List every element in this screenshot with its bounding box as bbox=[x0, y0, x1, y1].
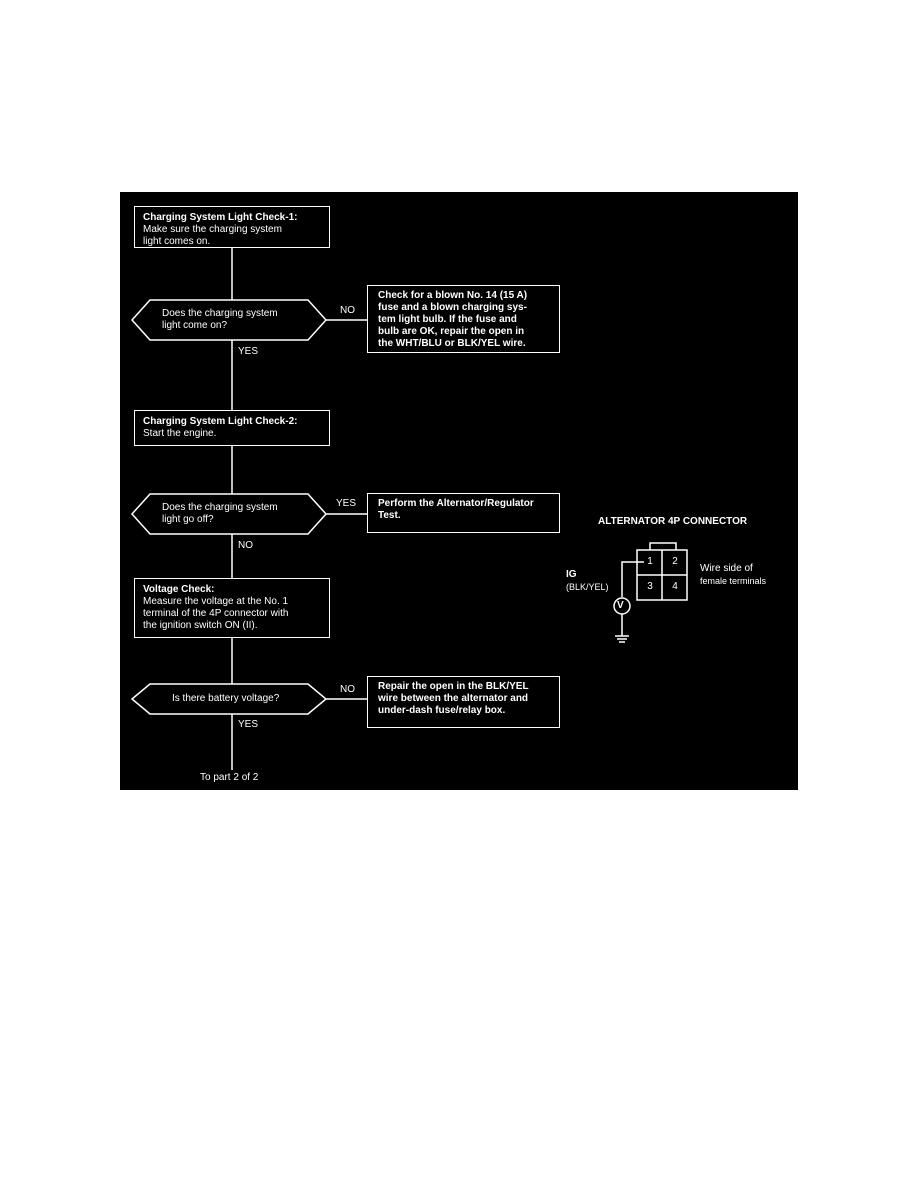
check3-box bbox=[134, 578, 330, 638]
check1-heading: Charging System Light Check-1: bbox=[143, 212, 298, 223]
footer-to-part-2: To part 2 of 2 bbox=[200, 772, 259, 783]
flowchart-panel bbox=[120, 192, 798, 790]
voltmeter-icon: V bbox=[617, 600, 624, 611]
check3-heading: Voltage Check: bbox=[143, 584, 215, 595]
action2-box bbox=[367, 493, 560, 533]
question1-yes-label: YES bbox=[238, 346, 259, 357]
connector-pin-2: 2 bbox=[672, 556, 678, 567]
connector-title: ALTERNATOR 4P CONNECTOR bbox=[598, 516, 748, 527]
question2-no-label: NO bbox=[238, 540, 253, 551]
female-terminals-label: female terminals bbox=[700, 576, 767, 586]
question2-text: Does the charging system light go off? bbox=[162, 502, 278, 525]
action1-box bbox=[367, 285, 560, 353]
wire-side-label: Wire side of bbox=[700, 563, 753, 574]
connector-pin-4: 4 bbox=[672, 581, 678, 592]
question3-text: Is there battery voltage? bbox=[172, 693, 280, 704]
check3-text: Measure the voltage at the No. 1 terminal of the 4P connector with the ignition switch ON (II). bbox=[143, 596, 289, 631]
action1-text: Check for a blown No. 14 (15 A) fuse and a blown charging sys- tem light bulb. If the fuse and bulb are OK, repair the open in the WHT/BLU or BLK/YEL wire. bbox=[378, 290, 528, 349]
ig-label: IG bbox=[566, 569, 577, 580]
question3-no-label: NO bbox=[340, 684, 355, 695]
question1-no-label: NO bbox=[340, 305, 355, 316]
check1-box bbox=[134, 206, 330, 248]
action3-text: Repair the open in the BLK/YEL wire between the alternator and under-dash fuse/relay box. bbox=[378, 681, 529, 716]
check2-box bbox=[134, 410, 330, 446]
check1-text: Make sure the charging system light comes on. bbox=[143, 224, 282, 247]
check2-heading: Charging System Light Check-2: bbox=[143, 416, 298, 427]
question1-text: Does the charging system light come on? bbox=[162, 308, 278, 331]
action3-box bbox=[367, 676, 560, 728]
action2-text: Perform the Alternator/Regulator Test. bbox=[378, 498, 534, 521]
question3-yes-label: YES bbox=[238, 719, 259, 730]
connector-pin-1: 1 bbox=[647, 556, 653, 567]
connector-pin-3: 3 bbox=[647, 581, 653, 592]
question2-yes-label: YES bbox=[336, 498, 357, 509]
check2-text: Start the engine. bbox=[143, 428, 217, 439]
wire-color-label: (BLK/YEL) bbox=[566, 582, 609, 592]
